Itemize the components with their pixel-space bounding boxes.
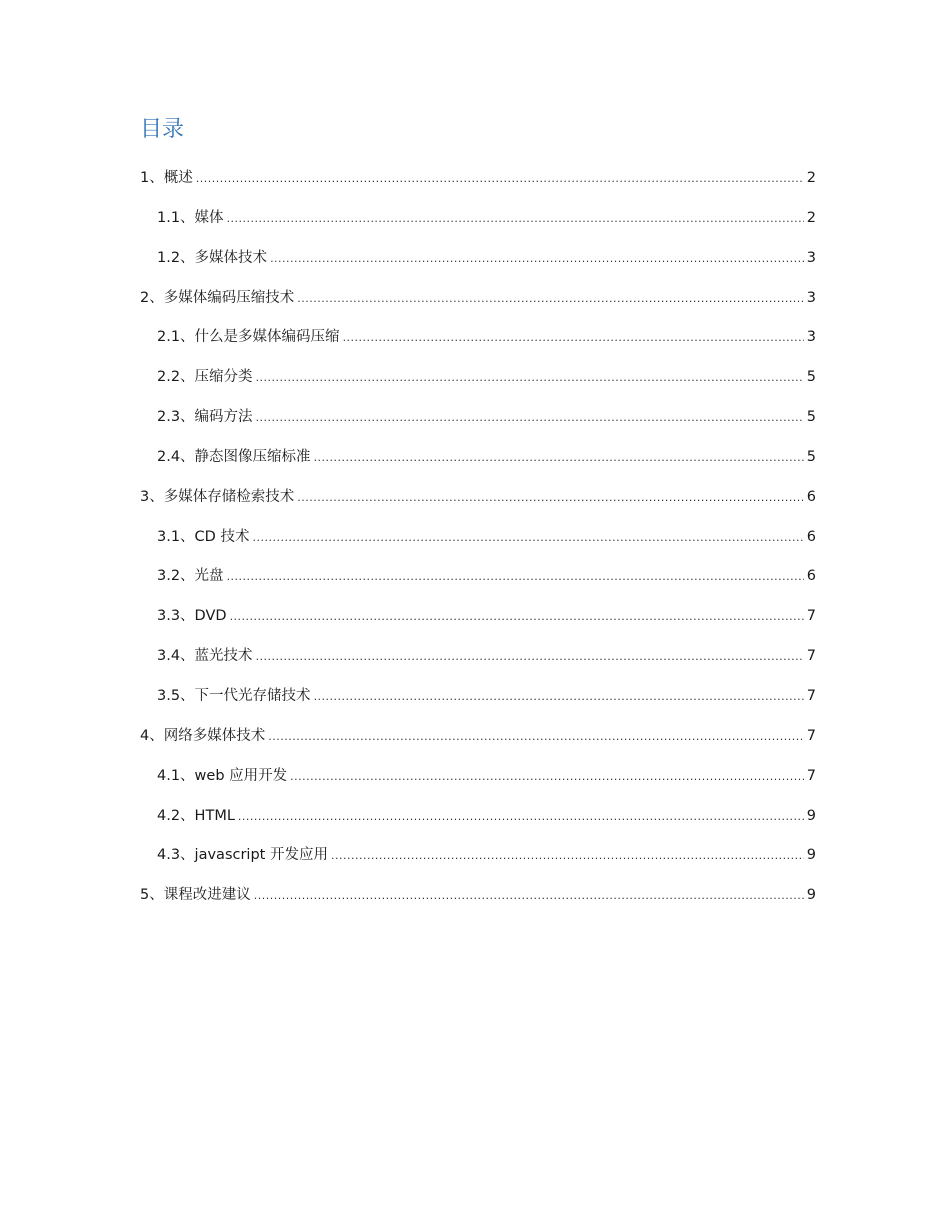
toc-page-number: 7 <box>806 767 816 784</box>
toc-page-number: 7 <box>806 687 816 704</box>
toc-page-number: 2 <box>806 209 816 226</box>
toc-entry-text: 3.5、下一代光存储技术 <box>157 687 311 704</box>
toc-page-number: 3 <box>806 249 816 266</box>
toc-entry[interactable] <box>140 797 816 837</box>
toc-page-number: 2 <box>806 170 816 186</box>
toc-dot-leader <box>343 318 804 358</box>
toc-dot-leader <box>268 717 804 757</box>
toc-dot-leader <box>297 279 804 319</box>
toc-entry-text: 2.3、编码方法 <box>157 409 253 426</box>
toc-entry-text: 1、概述 <box>140 170 193 186</box>
toc-entry-text: 4、网络多媒体技术 <box>140 727 266 744</box>
toc-dot-leader <box>252 518 803 558</box>
toc-entry-text: 3、多媒体存储检索技术 <box>140 488 295 505</box>
toc-page-number: 6 <box>806 528 816 545</box>
toc-entry-text: 4.2、HTML <box>157 807 235 824</box>
toc-entry[interactable] <box>140 159 816 199</box>
toc-entry-text: 1.1、媒体 <box>157 209 224 226</box>
toc-entry[interactable] <box>140 836 816 876</box>
toc-dot-leader <box>290 757 804 797</box>
toc-entry-text: 5、课程改进建议 <box>140 887 251 904</box>
toc-entry[interactable] <box>140 876 816 916</box>
toc-entry[interactable] <box>140 637 816 677</box>
toc-page-number: 3 <box>806 329 816 346</box>
toc-dot-leader <box>227 557 804 597</box>
toc-page-number: 6 <box>806 488 816 505</box>
toc-page-number: 6 <box>806 568 816 585</box>
toc-dot-leader <box>297 478 804 518</box>
toc-entry-text: 2.1、什么是多媒体编码压缩 <box>157 329 340 346</box>
toc-dot-leader <box>256 637 804 677</box>
toc-entry-text: 3.2、光盘 <box>157 568 224 585</box>
toc-dot-leader <box>227 199 804 239</box>
toc-dot-leader <box>314 677 804 717</box>
toc-entry[interactable] <box>140 239 816 279</box>
toc-entry[interactable] <box>140 199 816 239</box>
toc-entry[interactable] <box>140 518 816 558</box>
toc-entry-text: 3.4、蓝光技术 <box>157 648 253 665</box>
toc-dot-leader <box>254 876 804 916</box>
toc-entry[interactable] <box>140 597 816 637</box>
toc-dot-leader <box>196 159 804 199</box>
toc-entry[interactable] <box>140 757 816 797</box>
toc-entry[interactable] <box>140 557 816 597</box>
toc-entry[interactable] <box>140 358 816 398</box>
toc-entry-text: 2、多媒体编码压缩技术 <box>140 289 295 306</box>
toc-entry-text: 4.3、javascript 开发应用 <box>157 847 328 864</box>
toc-entry[interactable] <box>140 478 816 518</box>
toc-page-number: 7 <box>806 608 816 625</box>
toc-page-number: 7 <box>806 727 816 744</box>
toc-entry[interactable] <box>140 318 816 358</box>
toc-dot-leader <box>331 836 804 876</box>
toc-entry[interactable] <box>140 677 816 717</box>
toc-page-number: 9 <box>806 847 816 864</box>
toc-dot-leader <box>314 438 804 478</box>
toc-entry-text: 4.1、web 应用开发 <box>157 767 288 784</box>
toc-page-number: 7 <box>806 648 816 665</box>
toc-entry-text: 2.4、静态图像压缩标准 <box>157 448 311 465</box>
toc-title: 目录 <box>140 117 185 142</box>
toc-page-number: 5 <box>806 409 816 426</box>
toc-dot-leader <box>230 597 804 637</box>
toc-entry[interactable] <box>140 398 816 438</box>
toc-page-number: 5 <box>806 369 816 386</box>
toc-page-number: 5 <box>806 448 816 465</box>
toc-entry[interactable] <box>140 717 816 757</box>
toc-entry-text: 3.1、CD 技术 <box>157 528 250 545</box>
toc-dot-leader <box>238 797 804 837</box>
toc-dot-leader <box>256 358 804 398</box>
toc-dot-leader <box>256 398 804 438</box>
toc-list <box>140 159 816 916</box>
toc-entry-text: 1.2、多媒体技术 <box>157 249 268 266</box>
toc-page-number: 9 <box>806 887 816 904</box>
toc-entry-text: 3.3、DVD <box>157 608 227 625</box>
toc-entry-text: 2.2、压缩分类 <box>157 369 253 386</box>
toc-dot-leader <box>270 239 804 279</box>
toc-page-number: 3 <box>806 289 816 306</box>
toc-entry[interactable] <box>140 438 816 478</box>
toc-entry[interactable] <box>140 279 816 319</box>
toc-page-number: 9 <box>806 807 816 824</box>
